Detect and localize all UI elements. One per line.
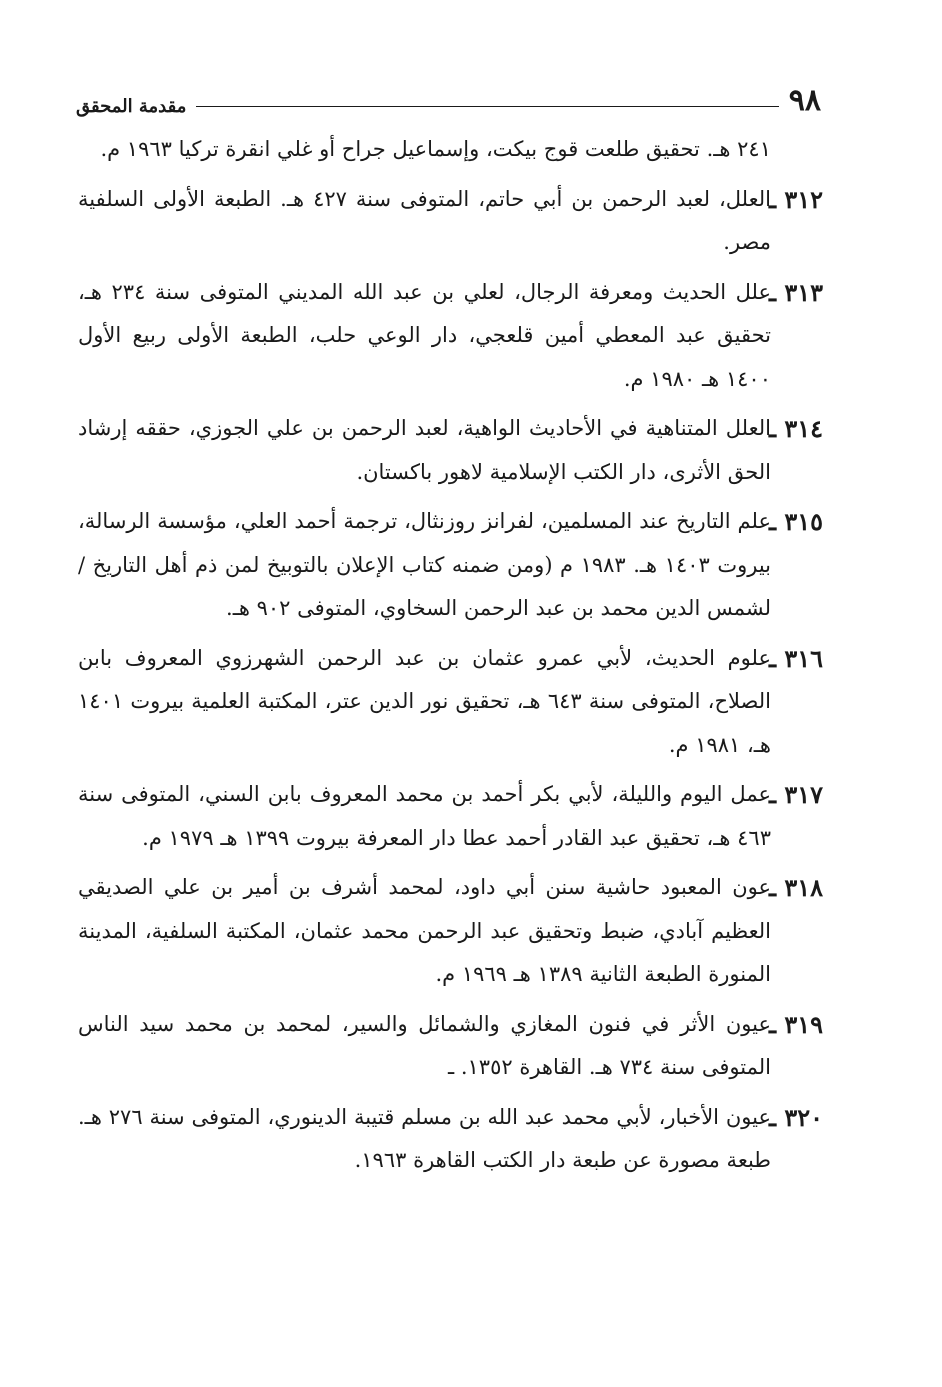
list-item	[78, 773, 823, 860]
page-number: ٩٨	[788, 83, 821, 118]
entry-number: ٣٢٠ ـ	[768, 1102, 823, 1132]
entry-text: ٢٤١ هـ. تحقيق طلعت قوج بيكت، وإسماعيل جراح أو غلي انقرة تركيا ١٩٦٣ م.	[100, 137, 771, 161]
bibliography-list	[78, 128, 823, 1189]
entry-text: علل الحديث ومعرفة الرجال، لعلي بن عبد الله المديني المتوفى سنة ٢٣٤ هـ، تحقيق عبد المعطي أمين قلعجي، دار الوعي حلب، الطبعة الأولى ربيع الأول ١٤٠٠ هـ ١٩٨٠ م.	[78, 279, 771, 391]
entry-text: العلل المتناهية في الأحاديث الواهية، لعبد الرحمن بن علي الجوزي، حققه إرشاد الحق الأثرى، دار الكتب الإسلامية لاهور باكستان.	[78, 416, 771, 484]
list-item	[78, 1096, 823, 1183]
section-title: مقدمة المحقق	[76, 96, 187, 117]
list-item	[78, 500, 823, 631]
entry-text: عيون الأخبار، لأبي محمد عبد الله بن مسلم قتيبة الدينوري، المتوفى سنة ٢٧٦ هـ. طبعة مصورة عن طبعة دار الكتب القاهرة ١٩٦٣.	[78, 1104, 771, 1172]
entry-number: ٣١٧ ـ	[768, 780, 823, 809]
entry-text: علوم الحديث، لأبي عمرو عثمان بن عبد الرحمن الشهرزوي المعروف بابن الصلاح، المتوفى سنة ٦٤٣ هـ، تحقيق نور الدين عتر، المكتبة العلمية بيروت ١٤٠١ هـ، ١٩٨١ م.	[78, 645, 771, 757]
entry-text: العلل، لعبد الرحمن بن أبي حاتم، المتوفى سنة ٤٢٧ هـ. الطبعة الأولى السلفية مصر.	[78, 186, 771, 254]
entry-text: عيون الأثر في فنون المغازي والشمائل والسير، لمحمد بن محمد سيد الناس المتوفى سنة ٧٣٤ هـ. القاهرة ١٣٥٢. ـ	[78, 1011, 771, 1079]
entry-number: ٣١٣ ـ	[768, 277, 823, 307]
list-item	[78, 271, 823, 402]
entry-number: ٣١٢ ـ	[768, 184, 823, 214]
entry-number: ٣١٦ ـ	[768, 643, 823, 673]
entry-number: ٣١٤ ـ	[768, 414, 823, 443]
entry-text: عمل اليوم والليلة، لأبي بكر أحمد بن محمد المعروف بابن السني، المتوفى سنة ٤٦٣ هـ، تحقيق عبد القادر أحمد عطا دار المعرفة بيروت ١٣٩٩ هـ ١٩٧٩ م.	[78, 782, 771, 850]
list-item	[78, 407, 823, 494]
page-header	[76, 76, 821, 116]
entry-number: ٣١٩ ـ	[768, 1009, 823, 1039]
entry-number: ٣١٥ ـ	[768, 507, 823, 536]
list-item	[78, 178, 823, 265]
list-item	[78, 1003, 823, 1090]
entry-text: عون المعبود حاشية سنن أبي داود، لمحمد أشرف بن أمير بن علي الصديقي العظيم آبادي، ضبط وتحقيق عبد الرحمن محمد عثمان، المكتبة السلفية، المدينة المنورة الطبعة الثانية ١٣٨٩ هـ ١٩٦٩ م.	[78, 875, 771, 986]
list-item-continuation	[78, 128, 823, 172]
entry-number: ٣١٨ ـ	[768, 873, 823, 902]
entry-text: علم التاريخ عند المسلمين، لفرانز روزنثال، ترجمة أحمد العلي، مؤسسة الرسالة، بيروت ١٤٠٣ هـ. ١٩٨٣ م (ومن ضمنه كتاب الإعلان بالتوبيخ لمن ذم أهل التاريخ / لشمس الدين محمد بن عبد الرحمن السخاوي، المتوفى ٩٠٢ هـ.	[78, 509, 772, 620]
list-item	[78, 637, 823, 768]
list-item	[78, 866, 823, 997]
header-rule	[196, 106, 778, 107]
